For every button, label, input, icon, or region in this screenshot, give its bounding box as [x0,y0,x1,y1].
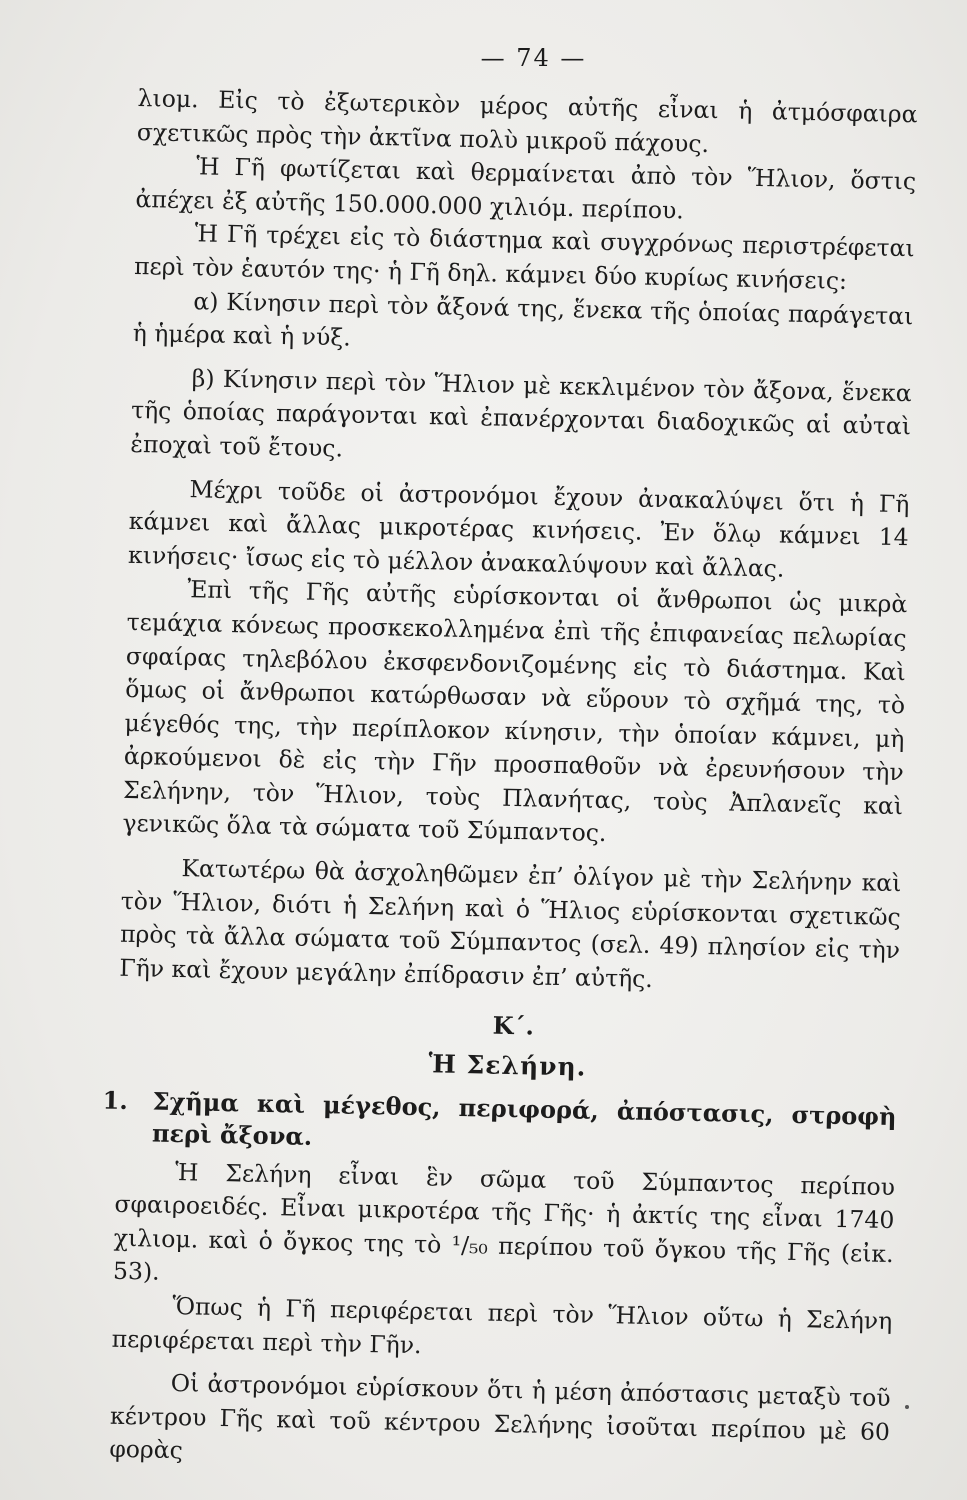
list-item-a: α) Κίνησιν περὶ τὸν ἄξονά της, ἕνεκα τῆς ὁποίας παράγεται ἡ ἡμέρα καὶ ἡ νύξ. [132,286,914,352]
page-body [102,82,918,1483]
paragraph: Ὅπως ἡ Γῆ περιφέρεται περὶ τὸν Ἥλιον οὕτω ἡ Σελήνη περιφέρεται περὶ τὴν Γῆν. [111,1291,893,1359]
paragraph: Ἡ Γῆ φωτίζεται καὶ θερμαίνεται ἀπὸ τὸν Ἥλιον, ὅστις ἀπέχει ἐξ αὐτῆς 150.000.000 χιλιόμ. περίπου. [135,152,917,225]
list-item-b: β) Κίνησιν περὶ τὸν Ἥλιον μὲ κεκλιμένον τὸν ἄξονα, ἕνεκα τῆς ὁποίας παράγονται καὶ ἐπανέρχονται διαδοχικῶς αἱ αὐταὶ ἐποχαὶ τοῦ ἔτους. [130,363,912,463]
paragraph: Κατωτέρω θὰ ἀσχοληθῶμεν ἐπ’ ὀλίγον μὲ τὴν Σελήνην καὶ τὸν Ἥλιον, διότι ἡ Σελήνη καὶ ὁ Ἥλιος εὑρίσκονται σχετικῶς πρὸς τὰ ἄλλα σώματα τοῦ Σύμπαντος (σελ. 49) πλησίον εἰς τὴν Γῆν καὶ ἔχουν μεγάλην ἐπίδρασιν ἐπ’ αὐτῆς. [119,854,902,993]
scan-speck [905,1405,909,1409]
paragraph: Ἐπὶ τῆς Γῆς αὐτῆς εὑρίσκονται οἱ ἄνθρωποι ὡς μικρὰ τεμάχια κόνεως προσκεκολλημένα ἐπὶ τῆς ἐπιφανείας πελωρίας σφαίρας τηλεβόλου ἐκσφενδονιζομένης εἰς τὸ διάστημα. Καὶ ὅμως οἱ ἄνθρωποι κατώρθωσαν νὰ εὕρουν τὸ σχῆμά της, τὸ μέγεθός της, τὴν περίπλοκον κίνησιν, τὴν ὁποίαν κάμνει, μὴ ἀρκούμενοι δὲ εἰς τὴν Γῆν προσπαθοῦν νὰ ἐρευνήσουν τὴν Σελήνην, τὸν Ἥλιον, τοὺς Πλανήτας, τοὺς Ἀπλανεῖς καὶ γενικῶς ὅλα τὰ σώματα τοῦ Σύμπαντος. [122,575,908,848]
page-number: — 74 — [480,44,587,72]
section-number: 1. [102,1085,129,1115]
paragraph: Μέχρι τοῦδε οἱ ἀστρονόμοι ἔχουν ἀνακαλύψει ὅτι ἡ Γῆ κάμνει καὶ ἄλλας μικροτέρας κινήσεις. Ἐν ὅλῳ κάμνει 14 κινήσεις· ἴσως εἰς τὸ μέλλον ἀνακαλύψουν καὶ ἄλλας. [127,474,910,583]
paragraph: Ἡ Γῆ τρέχει εἰς τὸ διάστημα καὶ συγχρόνως περιστρέφεται περὶ τὸν ἑαυτόν της· ἡ Γῆ δηλ. κάμνει δύο κυρίως κινήσεις: [133,219,915,295]
section-heading [102,1084,897,1164]
chapter-label: Κ΄. [492,1011,535,1041]
chapter-title: Ἡ Σελήνη. [428,1049,587,1082]
section-title: Σχῆμα καὶ μέγεθος, περιφορά, ἀπόστασις, στροφὴ περὶ ἄξονα. [151,1086,897,1151]
paragraph-continuation: λιομ. Εἰς τὸ ἐξωτερικὸν μέρος αὐτῆς εἶναι ἡ ἀτμόσφαιρα σχετικῶς πρὸς τὴν ἀκτῖνα πολὺ μικροῦ πάχους. [136,83,918,158]
paragraph: Ἡ Σελήνη εἶναι ἓν σῶμα τοῦ Σύμπαντος περίπου σφαιροειδές. Εἶναι μικροτέρα τῆς Γῆς· ἡ ἀκτίς της εἶναι 1740 χιλιομ. καὶ ὁ ὄγκος της τὸ ¹/₅₀ περίπου τοῦ ὄγκου τῆς Γῆς (εἰκ. 53). [112,1157,896,1287]
paragraph: Οἱ ἀστρονόμοι εὑρίσκουν ὅτι ἡ μέση ἀπόστασις μεταξὺ τοῦ κέντρου Γῆς καὶ τοῦ κέντρου Σελήνης ἰσοῦται περίπου μὲ 60 φορὰς [109,1369,891,1465]
